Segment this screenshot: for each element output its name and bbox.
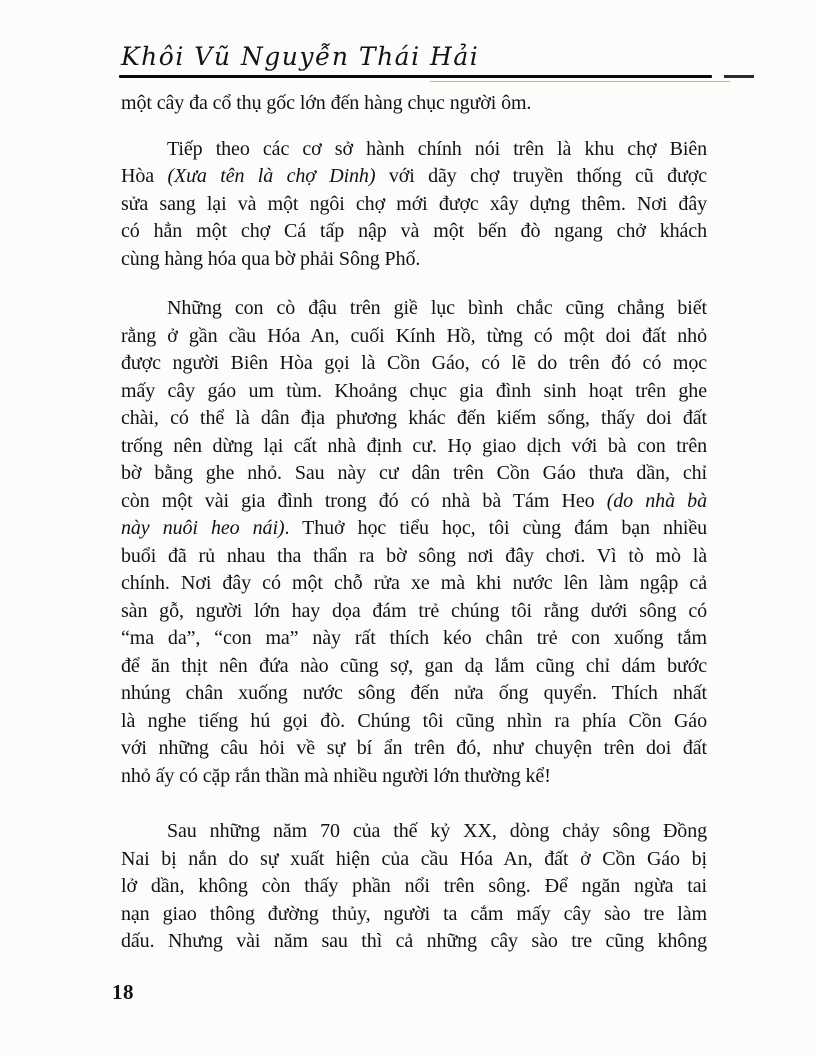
text-line (121, 246, 707, 274)
text-segment: một cây đa cổ thụ gốc lớn đến hàng chục người ôm. (121, 92, 532, 114)
paragraph (121, 136, 707, 274)
text-segment: Sau những năm 70 của thế kỷ XX, dòng chảy sông Đồng (167, 820, 707, 842)
text-line (121, 543, 707, 571)
text-segment: Hòa (121, 165, 168, 187)
page-number: 18 (112, 980, 134, 1004)
running-header-author: Khôi Vũ Nguyễn Thái Hải (121, 42, 480, 71)
body-text (121, 90, 707, 956)
text-line (121, 708, 707, 736)
text-line (121, 598, 707, 626)
text-line (121, 873, 707, 901)
text-segment: chính. Nơi đây có một chỗ rửa xe mà khi nước lên làm ngập cả (121, 572, 707, 594)
text-line (121, 901, 707, 929)
text-segment: trống nên dừng lại cất nhà định cư. Họ giao dịch với bà con trên (121, 434, 707, 457)
text-line (121, 163, 707, 191)
text-segment: để ăn thịt nên đứa nào cũng sợ, gan dạ lắm cũng chỉ dám bước (121, 654, 707, 677)
paragraph (121, 90, 707, 118)
text-line (121, 218, 707, 246)
text-segment: “ma da”, “con ma” này rất thích kéo chân trẻ con xuống tắm (121, 627, 707, 649)
text-line (121, 735, 707, 763)
text-segment: chài, có thể là dân địa phương khác đến kiếm sống, thấy doi đất (121, 407, 707, 429)
paragraph (121, 295, 707, 790)
text-segment: là nghe tiếng hú gọi đò. Chúng tôi cũng nhìn ra phía Cồn Gáo (121, 709, 707, 732)
text-segment: Tiếp theo các cơ sở hành chính nói trên là khu chợ Biên (167, 137, 707, 160)
text-line (121, 928, 707, 956)
text-line (121, 653, 707, 681)
text-segment: Nai bị nắn do sự xuất hiện của cầu Hóa An, đất ở Cồn Gáo bị (121, 847, 707, 870)
text-segment: với những câu hỏi về sự bí ẩn trên đó, như chuyện trên doi đất (121, 737, 707, 759)
text-segment: lở dần, không còn thấy phần nổi trên sông. Để ngăn ngừa tai (121, 875, 707, 897)
italic-text-segment: (do nhà bà (606, 489, 707, 512)
text-line (121, 405, 707, 433)
text-line (121, 625, 707, 653)
text-line (121, 350, 707, 378)
text-line (121, 846, 707, 874)
text-line (121, 515, 707, 543)
italic-text-segment: này nuôi heo nái) (121, 517, 285, 539)
text-segment: nhúng chân xuống nước sông đến nửa ống quyển. Thích nhất (121, 682, 707, 704)
text-line (121, 763, 707, 791)
text-segment: sửa sang lại và một ngôi chợ mới được xây dựng thêm. Nơi đây (121, 192, 707, 215)
text-segment: nhỏ ấy có cặp rắn thần mà nhiều người lớn thường kể! (121, 764, 551, 787)
text-segment: bờ bằng ghe nhỏ. Sau này cư dân trên Cồn Gáo thưa dần, chỉ (121, 462, 707, 484)
header-rule-ghost (430, 81, 730, 82)
text-segment: còn một vài gia đình trong đó có nhà bà Tám Heo (121, 489, 607, 512)
text-line (121, 818, 707, 846)
text-line (121, 191, 707, 219)
text-line (121, 680, 707, 708)
text-segment: mấy cây gáo um tùm. Khoảng chục gia đình sinh hoạt trên ghe (121, 379, 707, 402)
text-segment: dấu. Nhưng vài năm sau thì cả những cây sào tre cũng không (121, 930, 707, 952)
text-segment: với dãy chợ truyền thống cũ được (375, 165, 708, 187)
text-segment: cùng hàng hóa qua bờ phải Sông Phố. (121, 247, 421, 270)
text-line (121, 90, 707, 118)
text-line (121, 295, 707, 323)
text-line (121, 488, 707, 516)
paragraph (121, 818, 707, 956)
text-segment: được người Biên Hòa gọi là Cồn Gáo, có lẽ do trên đó có mọc (121, 352, 707, 374)
text-segment: . Thuở học tiểu học, tôi cùng đám bạn nhiều (284, 517, 707, 539)
text-line (121, 378, 707, 406)
text-line (121, 570, 707, 598)
text-segment: sàn gỗ, người lớn hay dọa đám trẻ chúng tôi rằng dưới sông có (121, 599, 707, 622)
text-segment: nạn giao thông đường thủy, người ta cắm mấy cây sào tre làm (121, 902, 707, 925)
text-line (121, 323, 707, 351)
text-line (121, 136, 707, 164)
text-segment: Những con cò đậu trên giề lục bình chắc cũng chẳng biết (167, 297, 707, 319)
text-line (121, 433, 707, 461)
text-segment: có hẳn một chợ Cá tấp nập và một bến đò ngang chở khách (121, 220, 707, 242)
header-rule (119, 75, 712, 78)
text-line (121, 460, 707, 488)
header-rule-tail (724, 75, 754, 78)
text-segment: buổi đã rủ nhau tha thẩn ra bờ sông nơi đây chơi. Vì tò mò là (121, 544, 707, 567)
italic-text-segment: (Xưa tên là chợ Dinh) (167, 165, 376, 187)
text-segment: rằng ở gần cầu Hóa An, cuối Kính Hồ, từng có một doi đất nhỏ (121, 324, 707, 347)
